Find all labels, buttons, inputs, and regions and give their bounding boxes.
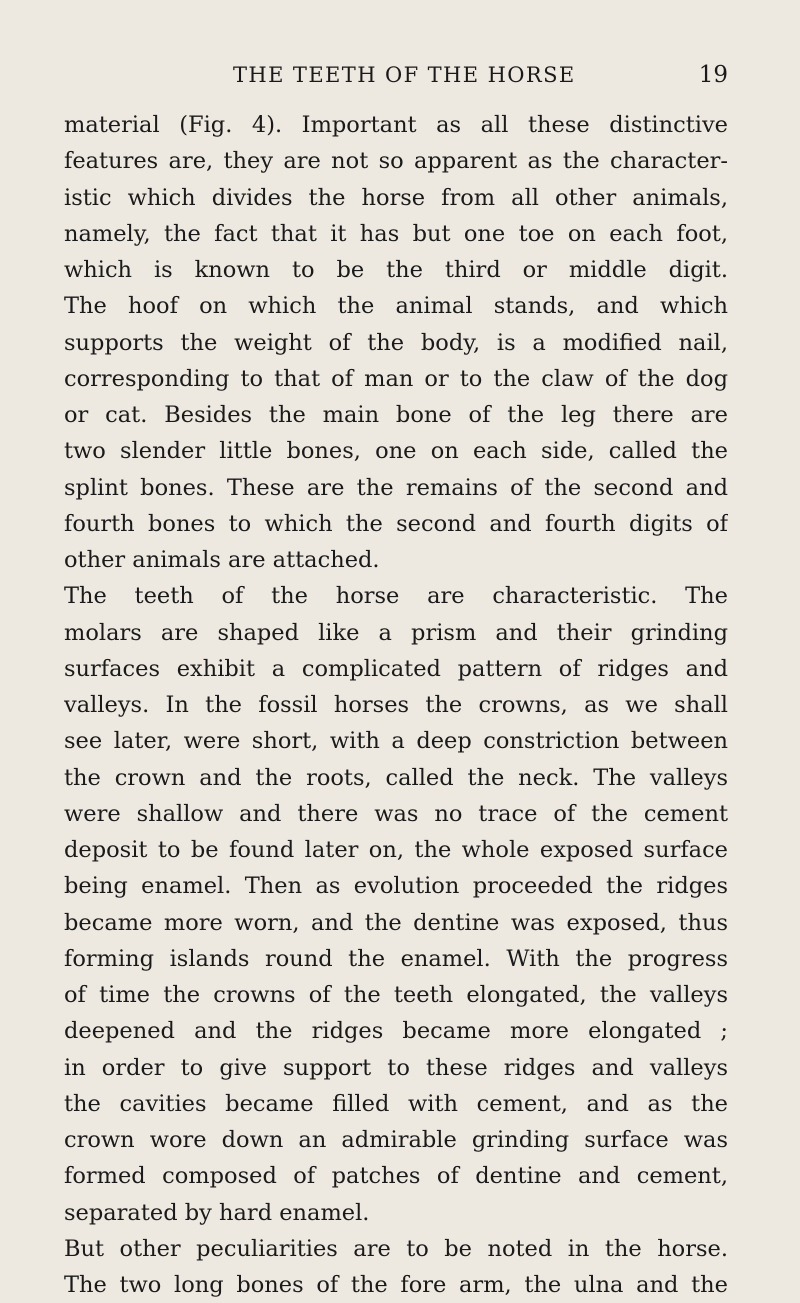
text-line: deposit to be found later on, the whole exposed surface <box>64 837 728 863</box>
text-line: The teeth of the horse are characteristic. The <box>64 583 728 610</box>
text-line: valleys. In the fossil horses the crowns, as we shall <box>64 692 728 718</box>
text-line: crown wore down an admirable grinding surface was <box>64 1127 728 1153</box>
text-line: see later, were short, with a deep constriction between <box>64 728 728 755</box>
text-line: features are, they are not so apparent as the character- <box>64 148 728 175</box>
text-line: became more worn, and the dentine was exposed, thus <box>64 909 728 936</box>
text-line: molars are shaped like a prism and their grinding <box>64 619 728 646</box>
running-title: THE TEETH OF THE HORSE <box>233 63 576 87</box>
text-line: or cat. Besides the main bone of the leg there are <box>64 402 728 428</box>
text-line: material (Fig. 4). Important as all these distinctive <box>64 112 728 138</box>
text-line: supports the weight of the body, is a modified nail, <box>64 329 728 356</box>
text-line: other animals are attached. <box>64 547 380 573</box>
text-line: The two long bones of the fore arm, the ulna and the <box>64 1272 728 1298</box>
text-line: separated by hard enamel. <box>64 1199 370 1226</box>
text-line: deepened and the ridges became more elongated ; <box>64 1018 728 1045</box>
page-number: 19 <box>698 62 728 88</box>
text-line: which is known to be the third or middle digit. <box>64 257 728 283</box>
text-line: The hoof on which the animal stands, and which <box>64 293 728 320</box>
text-line: istic which divides the horse from all other animals, <box>64 184 728 211</box>
text-line: of time the crowns of the teeth elongated, the valleys <box>64 982 728 1008</box>
text-line: corresponding to that of man or to the claw of the dog <box>64 365 728 392</box>
text-line: the crown and the roots, called the neck. The valleys <box>64 764 728 791</box>
text-line: splint bones. These are the remains of the second and <box>64 474 728 501</box>
text-line: in order to give support to these ridges and valleys <box>64 1054 728 1081</box>
text-line: namely, the fact that it has but one toe on each foot, <box>64 220 728 247</box>
text-line: two slender little bones, one on each side, called the <box>64 438 728 465</box>
text-line: formed composed of patches of dentine and cement, <box>64 1163 728 1190</box>
text-line: But other peculiarities are to be noted in the horse. <box>64 1235 728 1262</box>
text-line: the cavities became filled with cement, and as the <box>64 1090 728 1117</box>
running-head <box>0 58 800 92</box>
text-line: forming islands round the enamel. With the progress <box>64 945 728 972</box>
text-line: fourth bones to which the second and fourth digits of <box>64 510 728 537</box>
text-line: being enamel. Then as evolution proceeded the ridges <box>64 873 728 900</box>
text-line: surfaces exhibit a complicated pattern of ridges and <box>64 655 728 682</box>
body-text <box>64 107 728 1303</box>
text-line: were shallow and there was no trace of the cement <box>64 800 728 827</box>
